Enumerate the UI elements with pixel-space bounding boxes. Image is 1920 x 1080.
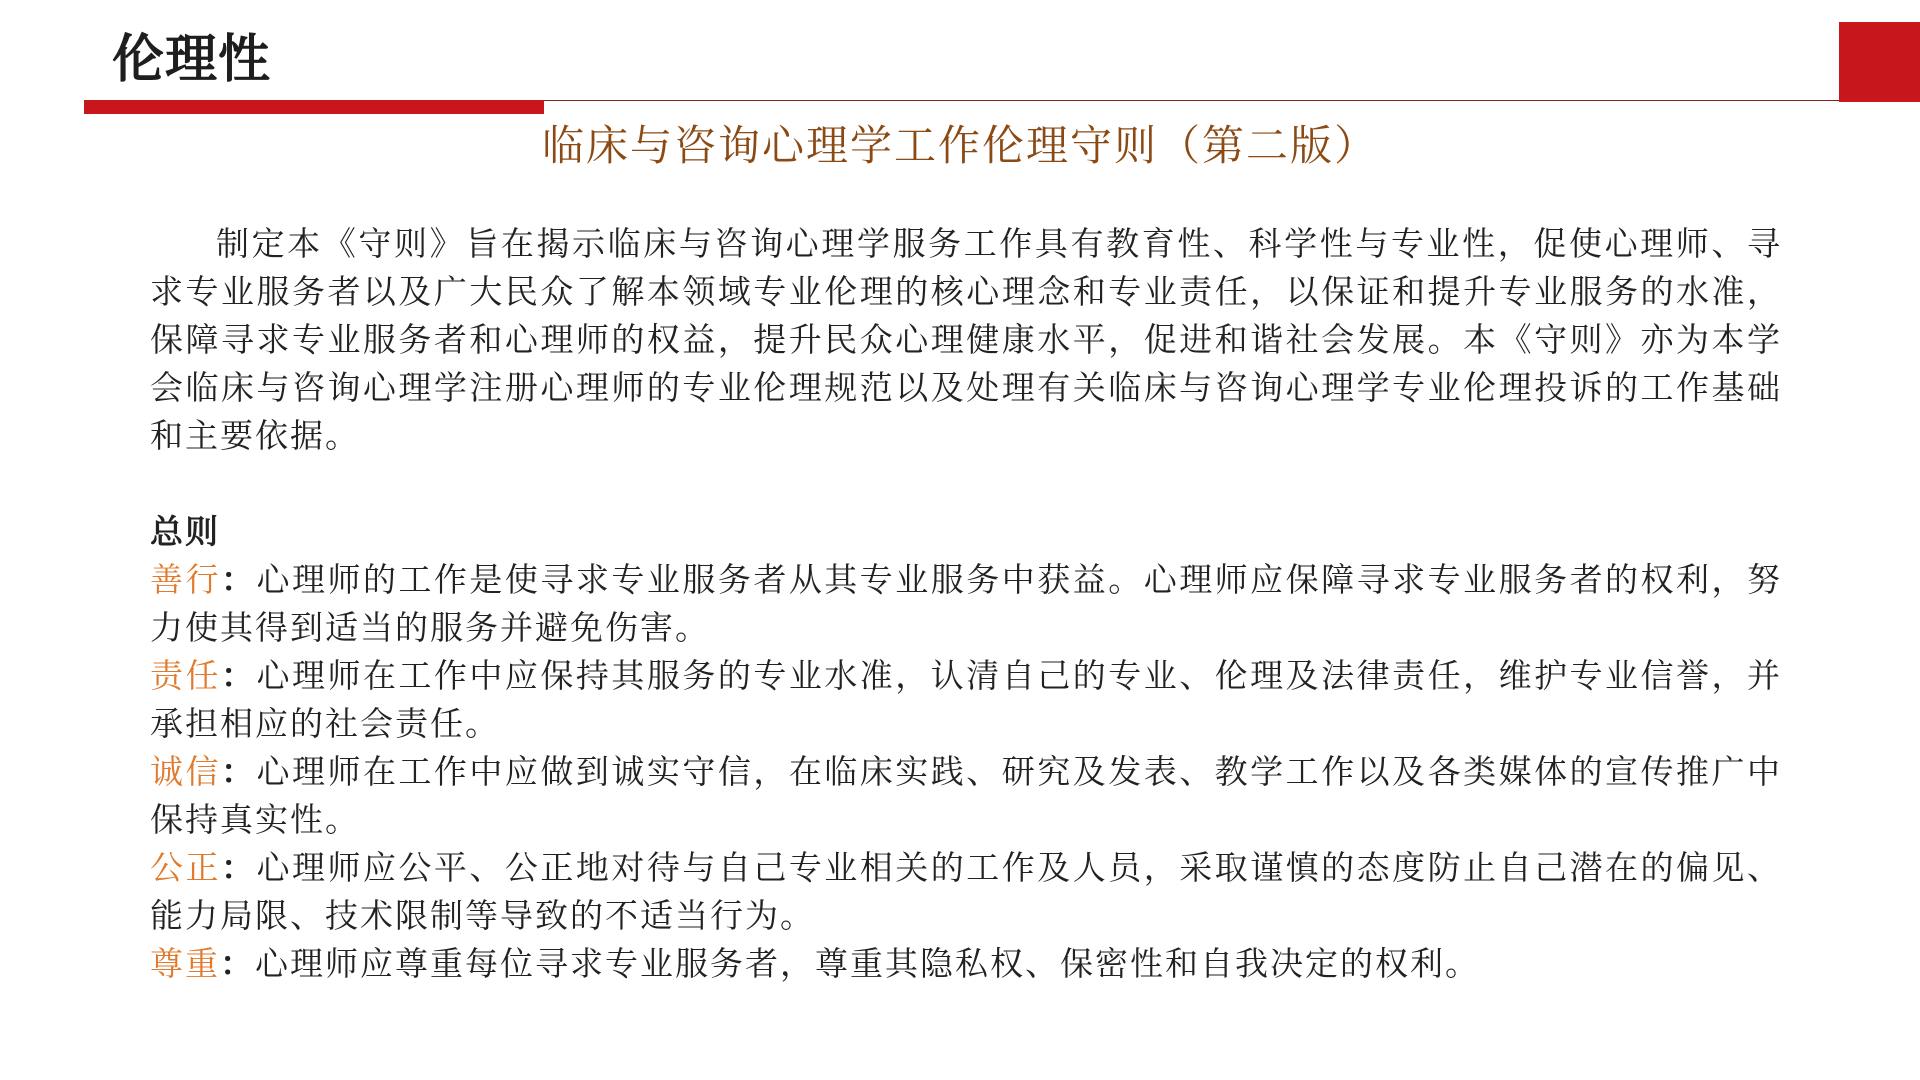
intro-paragraph: 制定本《守则》旨在揭示临床与咨询心理学服务工作具有教育性、科学性与专业性，促使心理师、寻求专业服务者以及广大民众了解本领域专业伦理的核心理念和专业责任，以保证和提升专业服务的水准，保障寻求专业服务者和心理师的权益，提升民众心理健康水平，促进和谐社会发展。本《守则》亦为本学会临床与咨询心理学注册心理师的专业伦理规范以及处理有关临床与咨询心理学专业伦理投诉的工作基础和主要依据。 [150, 224, 1782, 455]
section-heading: 总则 [150, 512, 220, 551]
principle-name: 诚信 [150, 752, 221, 791]
corner-decoration [1839, 22, 1920, 102]
principle-text: 心理师的工作是使寻求专业服务者从其专业服务中获益。心理师应保障寻求专业服务者的权利，努力使其得到适当的服务并避免伤害。 [150, 560, 1783, 647]
principle-name: 公正 [150, 848, 221, 887]
principle-colon: ： [220, 848, 257, 887]
principle-text: 心理师应尊重每位寻求专业服务者，尊重其隐私权、保密性和自我决定的权利。 [255, 944, 1480, 983]
principle-item-responsibility [150, 652, 1782, 748]
principle-colon: ： [220, 752, 257, 791]
page-title: 伦理性 [112, 30, 272, 90]
paragraph-spacer [150, 460, 1782, 508]
principle-name: 责任 [150, 656, 221, 695]
principle-text: 心理师在工作中应保持其服务的专业水准，认清自己的专业、伦理及法律责任，维护专业信誉，并承担相应的社会责任。 [150, 656, 1783, 743]
principle-item-justice [150, 844, 1782, 940]
principle-text: 心理师在工作中应做到诚实守信，在临床实践、研究及发表、教学工作以及各类媒体的宣传推广中保持真实性。 [150, 752, 1783, 839]
principle-text: 心理师应公平、公正地对待与自己专业相关的工作及人员，采取谨慎的态度防止自己潜在的偏见、能力局限、技术限制等导致的不适当行为。 [150, 848, 1783, 935]
principle-name: 善行 [150, 560, 221, 599]
principle-item-integrity [150, 748, 1782, 844]
principle-item-beneficence [150, 556, 1782, 652]
principle-colon: ： [220, 560, 257, 599]
principle-colon: ： [220, 944, 255, 983]
header-accent-bar [84, 100, 544, 114]
principle-item-respect [150, 940, 1782, 988]
principle-colon: ： [220, 656, 257, 695]
principle-name: 尊重 [150, 944, 220, 983]
document-title: 临床与咨询心理学工作伦理守则（第二版） [541, 121, 1378, 170]
document-body [150, 220, 1782, 988]
